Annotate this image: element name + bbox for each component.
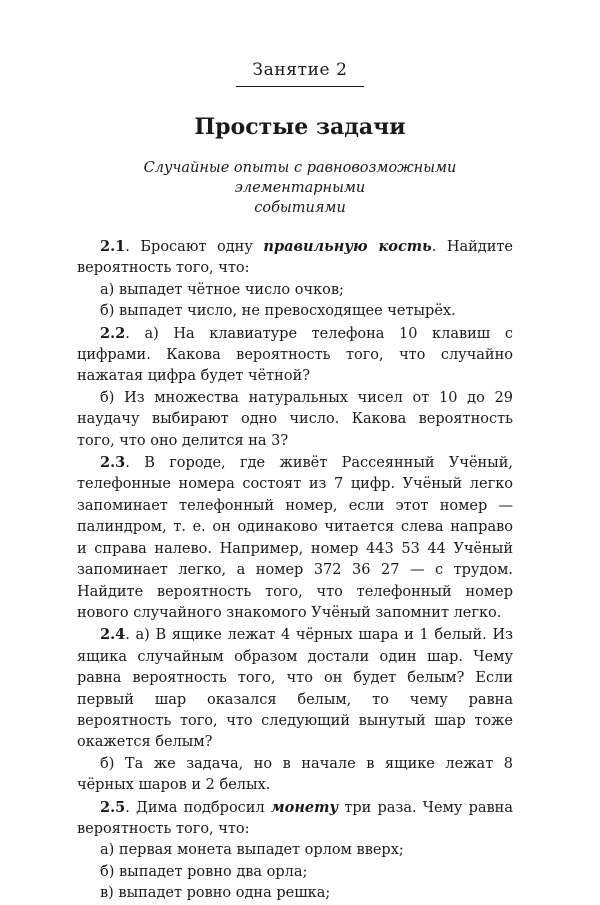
- problem-text: . В городе, где живёт Рассеянный Учёный, телефонные номера состоят из 7 цифр. Учёный легко запоминает телефонный номер, если этот номер — палиндром, т. е. он одинаково читается слева направо и справа налево. Например, номер 443 53 44 Учёный запоминает легко, а номер 372 36 27 — с трудом. Найдите вероятность того, что телефонный номер нового случайного знакомого Учёный запомнит легко.: [77, 455, 513, 621]
- problem-number: 2.5: [100, 798, 126, 816]
- page-title: Простые задачи: [194, 114, 406, 140]
- problem-number: 2.1: [100, 238, 126, 255]
- problem-text: . а) В ящике лежат 4 чёрных шара и 1 белый. Из ящика случайным образом достали один шар. Чему равна вероятность того, что он будет белым? Если первый шар оказался белым, то чему равна вероятность того, что следующий вынутый шар тоже окажется белым?: [77, 627, 513, 751]
- problem-2-1: [77, 236, 513, 280]
- problem-2-1-b: б) выпадет число, не превосходящее четырёх.: [100, 303, 456, 320]
- problems-body: [77, 236, 513, 905]
- problem-2-5-c: в) выпадет ровно одна решка;: [100, 885, 331, 902]
- key-term: монету: [270, 798, 339, 816]
- heading-rule: [236, 86, 364, 87]
- problem-text: . Дима подбросил: [125, 799, 271, 816]
- subtitle-line-2: событиями: [254, 200, 346, 216]
- lesson-heading: Занятие 2: [252, 60, 348, 80]
- key-term: правильную кость: [263, 238, 432, 255]
- problem-2-5: [77, 797, 513, 841]
- problem-number: 2.3: [100, 454, 126, 472]
- section-subtitle: [110, 158, 490, 218]
- problem-text: . Бросают одну: [125, 239, 264, 255]
- problem-number: 2.2: [100, 324, 126, 342]
- problem-text: . а) На клавиатуре телефона 10 клавиш с цифрами. Какова вероятность того, что случайно нажатая цифра будет чётной?: [77, 325, 513, 385]
- problem-2-5-a: а) первая монета выпадет орлом вверх;: [100, 842, 404, 859]
- problem-2-3: [77, 452, 513, 624]
- problem-2-5-b: б) выпадет ровно два орла;: [100, 863, 308, 880]
- problem-2-4: [77, 624, 513, 753]
- problem-2-2-b: б) Из множества натуральных чисел от 10 до 29 наудачу выбирают одно число. Какова вероятность того, что оно делится на 3?: [77, 389, 513, 449]
- problem-text: . Найдите вероятность того, что:: [77, 239, 514, 277]
- problem-2-1-a: а) выпадет чётное число очков;: [100, 281, 344, 298]
- problem-number: 2.4: [100, 626, 126, 644]
- subtitle-line-1: Случайные опыты с равновозможными элементарными: [143, 160, 457, 196]
- problem-text: три раза. Чему равна вероятность того, что:: [77, 799, 513, 837]
- problem-2-2: [77, 323, 513, 388]
- problem-2-4-b: б) Та же задача, но в начале в ящике лежат 8 чёрных шаров и 2 белых.: [77, 755, 513, 794]
